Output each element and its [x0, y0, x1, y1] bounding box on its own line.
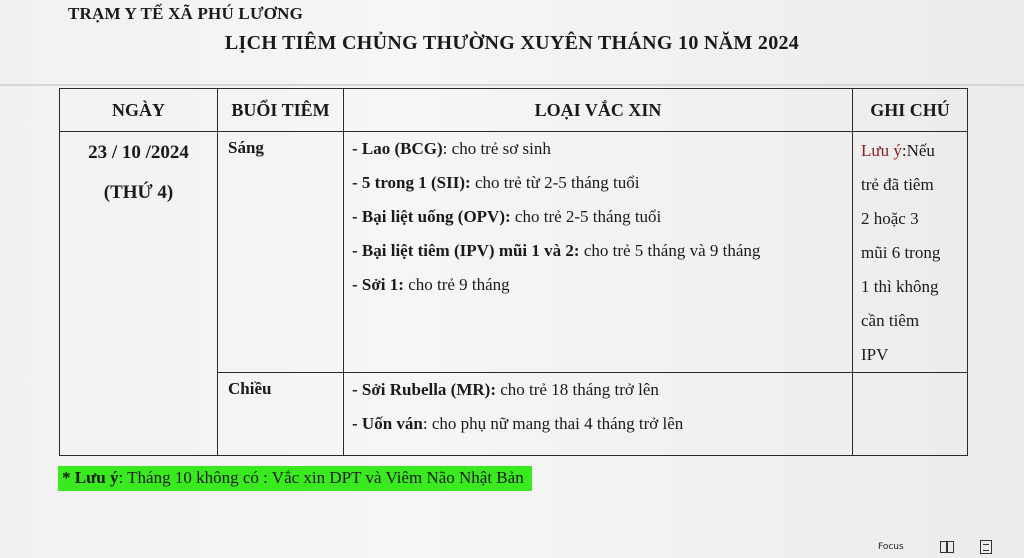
- document-icon[interactable]: [980, 540, 992, 554]
- note-cell-morning: [853, 132, 968, 373]
- header-vaccine: LOẠI VẮC XIN: [344, 89, 853, 132]
- session-afternoon: Chiều: [218, 373, 344, 456]
- vaccine-item: - Bại liệt tiêm (IPV) mũi 1 và 2: cho trẻ 5 tháng và 9 tháng: [352, 241, 761, 260]
- table-header-row: [60, 89, 968, 132]
- vaccine-item: - Lao (BCG): cho trẻ sơ sinh: [352, 139, 551, 158]
- vaccine-item: - Sởi 1: cho trẻ 9 tháng: [352, 275, 510, 294]
- header-day: NGÀY: [60, 89, 218, 132]
- note-line: cần tiêm: [861, 311, 920, 330]
- weekday-value: (THỨ 4): [103, 182, 174, 203]
- date-cell: [60, 132, 218, 456]
- note-line: trẻ đã tiêm: [861, 175, 934, 194]
- taskbar-strip: [874, 536, 1024, 558]
- page-edge-divider: [0, 84, 1024, 86]
- vaccine-item: - Sởi Rubella (MR): cho trẻ 18 tháng trở lên: [352, 380, 659, 399]
- note-line: 1 thì không: [861, 277, 939, 296]
- footer-note-label: * Lưu ý: [62, 468, 119, 487]
- highlighted-footer-note: [58, 466, 532, 491]
- note-line: 2 hoặc 3: [861, 209, 919, 228]
- book-icon[interactable]: [940, 541, 954, 553]
- focus-button[interactable]: Focus: [878, 542, 904, 552]
- page-title: LỊCH TIÊM CHỦNG THƯỜNG XUYÊN THÁNG 10 NĂM 2024: [224, 32, 800, 54]
- vaccine-item: - Uốn ván: cho phụ nữ mang thai 4 tháng trở lên: [352, 414, 684, 433]
- vaccine-list-morning: [344, 132, 853, 373]
- session-morning: Sáng: [218, 132, 344, 373]
- organization-name: TRẠM Y TẾ XÃ PHÚ LƯƠNG: [68, 4, 304, 23]
- vaccination-schedule-table: [59, 88, 968, 456]
- vaccine-item: - Bại liệt uống (OPV): cho trẻ 2-5 tháng tuổi: [352, 207, 662, 226]
- note-line: Lưu ý:Nếu: [861, 141, 935, 160]
- note-line: mũi 6 trong: [861, 243, 941, 262]
- header-note: GHI CHÚ: [853, 89, 968, 132]
- vaccine-list-afternoon: [344, 373, 853, 456]
- note-warning-label: Lưu ý: [861, 141, 902, 160]
- note-cell-afternoon: [853, 373, 968, 456]
- vaccine-item: - 5 trong 1 (SII): cho trẻ từ 2-5 tháng tuổi: [352, 173, 640, 192]
- header-session: BUỔI TIÊM: [218, 89, 344, 132]
- footer-note-text: : Tháng 10 không có : Vắc xin DPT và Viêm Não Nhật Bản: [118, 468, 524, 487]
- note-line: IPV: [861, 345, 889, 364]
- date-value: 23 / 10 /2024: [88, 142, 189, 163]
- table-row-morning: [60, 132, 968, 373]
